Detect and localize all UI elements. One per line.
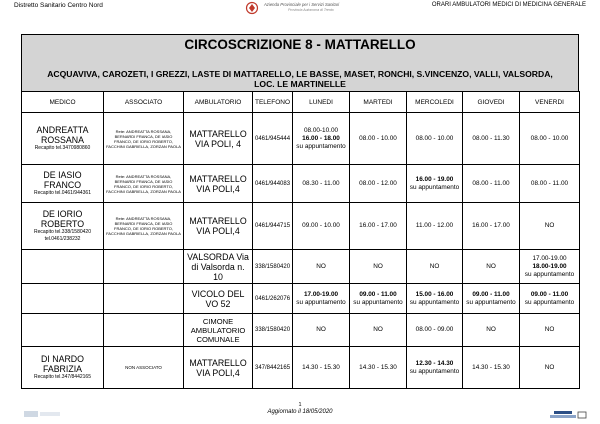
mercoledi-cell bbox=[407, 165, 463, 203]
lunedi-cell bbox=[293, 113, 350, 165]
lunedi-cell: 09.00 - 10.00 bbox=[293, 203, 350, 250]
mercoledi-cell bbox=[407, 284, 463, 314]
doctor-recapito: Recapito tel.347/8442165 bbox=[34, 374, 91, 380]
time-slot: 09.00 - 11.00 bbox=[359, 290, 397, 298]
martedi-cell: 08.00 - 10.00 bbox=[350, 113, 407, 165]
martedi-cell: 14.30 - 15.30 bbox=[350, 347, 407, 389]
table-row bbox=[22, 113, 580, 165]
medico-cell bbox=[22, 250, 104, 284]
last-updated: Aggiornato il 18/05/2020 bbox=[267, 409, 333, 415]
table-row bbox=[22, 203, 580, 250]
ambulatorio-cell: VICOLO DEL VO 52 bbox=[184, 284, 253, 314]
telefono-cell: 338/1580420 bbox=[253, 250, 293, 284]
venerdi-cell: 08.00 - 11.00 bbox=[520, 165, 580, 203]
ambulatorio-cell: VALSORDA Via di Valsorda n. 10 bbox=[184, 250, 253, 284]
time-slot: 18.00-19.00 bbox=[532, 262, 567, 270]
document-title: ORARI AMBULATORI MEDICI DI MEDICINA GENERALE bbox=[431, 2, 586, 8]
medico-cell bbox=[22, 314, 104, 347]
doctor-name: DE IASIO FRANCO bbox=[43, 170, 82, 190]
doctor-name: DE IORIO ROBERTO bbox=[40, 209, 85, 229]
giovedi-cell: 08.00 - 11.30 bbox=[463, 113, 520, 165]
martedi-cell bbox=[350, 284, 407, 314]
associato-cell: Rete: ANDREATTA ROSSANA, BERNARDI FRANCA, DE IASIO FRANCO, DE IORIO ROBERTO, FACCHINI GABRIELLA, ZORZAN PAOLA bbox=[104, 203, 184, 250]
ambulatorio-cell: MATTARELLO VIA POLI,4 bbox=[184, 347, 253, 389]
lunedi-cell: 14.30 - 15.30 bbox=[293, 347, 350, 389]
telefono-cell: 0461/944715 bbox=[253, 203, 293, 250]
medico-cell bbox=[22, 113, 104, 165]
banner-line-2: LOC. LE MARTINELLE bbox=[254, 79, 346, 89]
venerdi-cell bbox=[520, 284, 580, 314]
appointment-note: su appuntamento bbox=[466, 298, 516, 306]
venerdi-cell: NO bbox=[520, 314, 580, 347]
associato-cell bbox=[104, 314, 184, 347]
doctor-recapito: Recapito tel.3470980860 bbox=[34, 145, 91, 151]
appointment-note: su appuntamento bbox=[296, 298, 346, 306]
martedi-cell: 16.00 - 17.00 bbox=[350, 203, 407, 250]
telefono-cell: 0461/944083 bbox=[253, 165, 293, 203]
col-mercoledi: MERCOLEDI bbox=[407, 92, 463, 113]
time-slot: 09.00 - 11.00 bbox=[530, 290, 569, 298]
venerdi-cell: 08.00 - 10.00 bbox=[520, 113, 580, 165]
page-number: 1 bbox=[298, 402, 302, 408]
lunedi-cell: NO bbox=[293, 250, 350, 284]
ambulatorio-cell: MATTARELLO VIA POLI,4 bbox=[184, 203, 253, 250]
apss-logo-icon bbox=[244, 1, 262, 15]
table-row bbox=[22, 347, 580, 389]
associato-cell: Rete: ANDREATTA ROSSANA, BERNARDI FRANCA, DE IASIO FRANCO, DE IORIO ROBERTO, FACCHINI GABRIELLA, ZORZAN PAOLA bbox=[104, 165, 184, 203]
appointment-note: su appuntamento bbox=[524, 270, 575, 278]
mercoledi-cell: 08.00 - 09.00 bbox=[407, 314, 463, 347]
district-name: Distretto Sanitario Centro Nord bbox=[14, 2, 103, 9]
ambulatorio-cell: CIMONE AMBULATORIO COMUNALE bbox=[184, 314, 253, 347]
doctor-recapito: tel.0461/238232 bbox=[44, 236, 81, 242]
col-giovedi: GIOVEDI bbox=[463, 92, 520, 113]
header-row bbox=[22, 92, 580, 113]
table-row bbox=[22, 165, 580, 203]
mercoledi-cell: NO bbox=[407, 250, 463, 284]
time-slot: 15.00 - 16.00 bbox=[415, 290, 454, 298]
lunedi-cell bbox=[293, 284, 350, 314]
appointment-note: su appuntamento bbox=[353, 298, 403, 306]
col-medico: MEDICO bbox=[22, 92, 104, 113]
time-slot: 17.00-19.00 bbox=[532, 254, 567, 262]
telefono-cell: 0461/945444 bbox=[253, 113, 293, 165]
telefono-cell: 0461/262076 bbox=[253, 284, 293, 314]
medico-cell bbox=[22, 203, 104, 250]
banner-title: CIRCOSCRIZIONE 8 - MATTARELLO bbox=[184, 37, 416, 52]
giovedi-cell: NO bbox=[463, 250, 520, 284]
ambulatorio-cell: MATTARELLO VIA POLI, 4 bbox=[184, 113, 253, 165]
circoscrizione-banner bbox=[21, 34, 579, 92]
doctor-name: ANDREATTA ROSSANA bbox=[36, 125, 89, 145]
associato-cell bbox=[104, 284, 184, 314]
martedi-cell: 08.00 - 12.00 bbox=[350, 165, 407, 203]
giovedi-cell: 16.00 - 17.00 bbox=[463, 203, 520, 250]
ambulatorio-cell: MATTARELLO VIA POLI,4 bbox=[184, 165, 253, 203]
col-telefono: TELEFONO bbox=[253, 92, 293, 113]
col-associato: ASSOCIATO bbox=[104, 92, 184, 113]
martedi-cell: NO bbox=[350, 250, 407, 284]
medico-cell bbox=[22, 165, 104, 203]
banner-line-1: ACQUAVIVA, CAROZETI, I GREZZI, LASTE DI MATTARELLO, LE BASSE, MASET, RONCHI, S.VINCENZO, VALLI, VALSORDA, bbox=[47, 69, 553, 79]
venerdi-cell bbox=[520, 250, 580, 284]
appointment-note: su appuntamento bbox=[296, 142, 346, 150]
appointment-note: su appuntamento bbox=[409, 298, 460, 306]
doctor-recapito: Recapito tel.0461/944361 bbox=[34, 190, 91, 196]
col-martedi: MARTEDI bbox=[350, 92, 407, 113]
associato-cell bbox=[104, 250, 184, 284]
time-slot: 16.00 - 19.00 bbox=[415, 175, 454, 183]
time-slot: 09.00 - 11.00 bbox=[472, 290, 510, 298]
medico-cell bbox=[22, 284, 104, 314]
appointment-note: su appuntamento bbox=[409, 367, 460, 375]
col-ambulatorio: AMBULATORIO bbox=[184, 92, 253, 113]
col-venerdi: VENERDI bbox=[520, 92, 580, 113]
col-lunedi: LUNEDI bbox=[293, 92, 350, 113]
mercoledi-cell bbox=[407, 347, 463, 389]
table-row bbox=[22, 284, 580, 314]
telefono-cell: 347/8442165 bbox=[253, 347, 293, 389]
time-slot: 16.00 - 18.00 bbox=[302, 134, 340, 142]
associato-cell: Rete: ANDREATTA ROSSANA, BERNARDI FRANCA, DE IASIO FRANCO, DE IORIO ROBERTO, FACCHINI GABRIELLA, ZORZAN PAOLA bbox=[104, 113, 184, 165]
medico-cell bbox=[22, 347, 104, 389]
mercoledi-cell: 08.00 - 10.00 bbox=[407, 113, 463, 165]
time-slot: 17.00-19.00 bbox=[303, 290, 339, 298]
associato-cell: NON ASSOCIATO bbox=[104, 347, 184, 389]
footer-logo-right bbox=[550, 410, 588, 420]
appointment-note: su appuntamento bbox=[524, 298, 575, 306]
telefono-cell: 338/1580420 bbox=[253, 314, 293, 347]
logo-text: Azienda Provinciale per i Servizi Sanitari bbox=[264, 2, 340, 7]
doctor-name: DI NARDO FABRIZIA bbox=[40, 354, 84, 374]
martedi-cell: NO bbox=[350, 314, 407, 347]
table-row bbox=[22, 250, 580, 284]
venerdi-cell: NO bbox=[520, 203, 580, 250]
banner-localities bbox=[22, 69, 578, 89]
time-slot: 08.00-10.00 bbox=[303, 126, 339, 134]
giovedi-cell: NO bbox=[463, 314, 520, 347]
logo-sub: Provincia Autonoma di Trento bbox=[288, 8, 334, 12]
time-slot: 12.30 - 14.30 bbox=[415, 359, 454, 367]
giovedi-cell: 08.00 - 11.00 bbox=[463, 165, 520, 203]
lunedi-cell: NO bbox=[293, 314, 350, 347]
table-row bbox=[22, 314, 580, 347]
schedule-table bbox=[21, 91, 580, 389]
giovedi-cell: 14.30 - 15.30 bbox=[463, 347, 520, 389]
appointment-note: su appuntamento bbox=[409, 183, 460, 191]
mercoledi-cell: 11.00 - 12.00 bbox=[407, 203, 463, 250]
giovedi-cell bbox=[463, 284, 520, 314]
lunedi-cell: 08.30 - 11.00 bbox=[293, 165, 350, 203]
apss-logo bbox=[244, 0, 364, 16]
doctor-recapito: Recapito tel.338/1580420 bbox=[34, 229, 91, 235]
venerdi-cell: NO bbox=[520, 347, 580, 389]
